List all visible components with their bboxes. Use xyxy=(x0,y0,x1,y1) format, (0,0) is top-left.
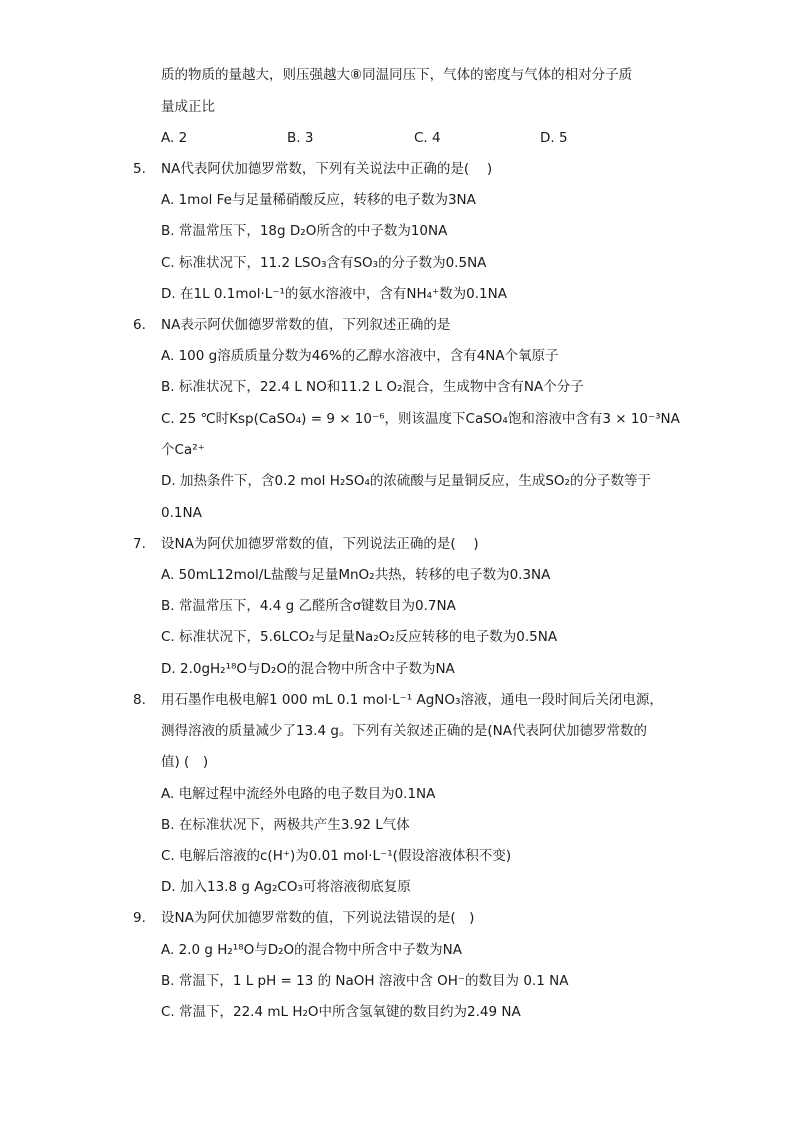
question-option: A. 100 g溶质质量分数为46%的乙醇水溶液中，含有4NA个氧原子 xyxy=(161,348,559,364)
question-option: B. 常温下，1 L pH = 13 的 NaOH 溶液中含 OH⁻的数目为 0.1 NA xyxy=(161,973,569,989)
question-option-continued: 0.1NA xyxy=(161,505,202,521)
question-option: C. 电解后溶液的c(H⁺)为0.01 mol·L⁻¹(假设溶液体积不变) xyxy=(161,848,512,864)
question-option-continued: 个Ca²⁺ xyxy=(161,442,205,458)
question-stem-continued: 测得溶液的质量减少了13.4 g。下列有关叙述正确的是(NA代表阿伏加德罗常数的 xyxy=(161,723,648,739)
continued-text-line: 量成正比 xyxy=(161,99,215,115)
question-stem: 设NA为阿伏加德罗常数的值，下列说法错误的是( ) xyxy=(161,910,475,926)
question-number: 8. xyxy=(133,692,146,708)
question-number: 5. xyxy=(133,161,146,177)
question-stem: NA代表阿伏加德罗常数，下列有关说法中正确的是( ) xyxy=(161,161,493,177)
option-d: D. 5 xyxy=(540,130,568,146)
continued-text-line: 质的物质的量越大，则压强越大⑧同温同压下，气体的密度与气体的相对分子质 xyxy=(161,67,633,83)
question-option: C. 标准状况下，5.6LCO₂与足量Na₂O₂反应转移的电子数为0.5NA xyxy=(161,629,558,645)
question-option: C. 常温下，22.4 mL H₂O中所含氢氧键的数目约为2.49 NA xyxy=(161,1004,521,1020)
question-option: D. 2.0gH₂¹⁸O与D₂O的混合物中所含中子数为NA xyxy=(161,661,455,677)
question-number: 9. xyxy=(133,910,146,926)
question-stem: NA表示阿伏伽德罗常数的值，下列叙述正确的是 xyxy=(161,317,451,333)
option-b: B. 3 xyxy=(287,130,314,146)
question-option: B. 常温常压下，4.4 g 乙醛所含σ键数目为0.7NA xyxy=(161,598,456,614)
question-option: B. 标准状况下，22.4 L NO和11.2 L O₂混合，生成物中含有NA个分子 xyxy=(161,379,584,395)
question-stem-continued: 值) ( ) xyxy=(161,754,209,770)
question-option: B. 常温常压下，18g D₂O所含的中子数为10NA xyxy=(161,223,448,239)
question-option: A. 2.0 g H₂¹⁸O与D₂O的混合物中所含中子数为NA xyxy=(161,942,462,958)
question-number: 6. xyxy=(133,317,146,333)
question-option: D. 加热条件下，含0.2 mol H₂SO₄的浓硫酸与足量铜反应，生成SO₂的分子数等于 xyxy=(161,473,651,489)
question-option: A. 1mol Fe与足量稀硝酸反应，转移的电子数为3NA xyxy=(161,192,476,208)
question-option: B. 在标准状况下，两极共产生3.92 L气体 xyxy=(161,817,410,833)
option-a: A. 2 xyxy=(161,130,188,146)
option-c: C. 4 xyxy=(414,130,441,146)
question-stem: 用石墨作电极电解1 000 mL 0.1 mol·L⁻¹ AgNO₃溶液，通电一段时间后关闭电源， xyxy=(161,692,663,708)
question-option: C. 标准状况下，11.2 LSO₃含有SO₃的分子数为0.5NA xyxy=(161,255,487,271)
question-option: D. 在1L 0.1mol·L⁻¹的氨水溶液中，含有NH₄⁺数为0.1NA xyxy=(161,286,507,302)
question-option: C. 25 ℃时Ksp(CaSO₄) = 9 × 10⁻⁶，则该温度下CaSO₄饱和溶液中含有3 × 10⁻³NA xyxy=(161,411,680,427)
question-option: D. 加入13.8 g Ag₂CO₃可将溶液彻底复原 xyxy=(161,879,411,895)
question-stem: 设NA为阿伏加德罗常数的值，下列说法正确的是( ) xyxy=(161,536,479,552)
question-option: A. 电解过程中流经外电路的电子数目为0.1NA xyxy=(161,786,436,802)
question-option: A. 50mL12mol/L盐酸与足量MnO₂共热，转移的电子数为0.3NA xyxy=(161,567,551,583)
question-number: 7. xyxy=(133,536,146,552)
